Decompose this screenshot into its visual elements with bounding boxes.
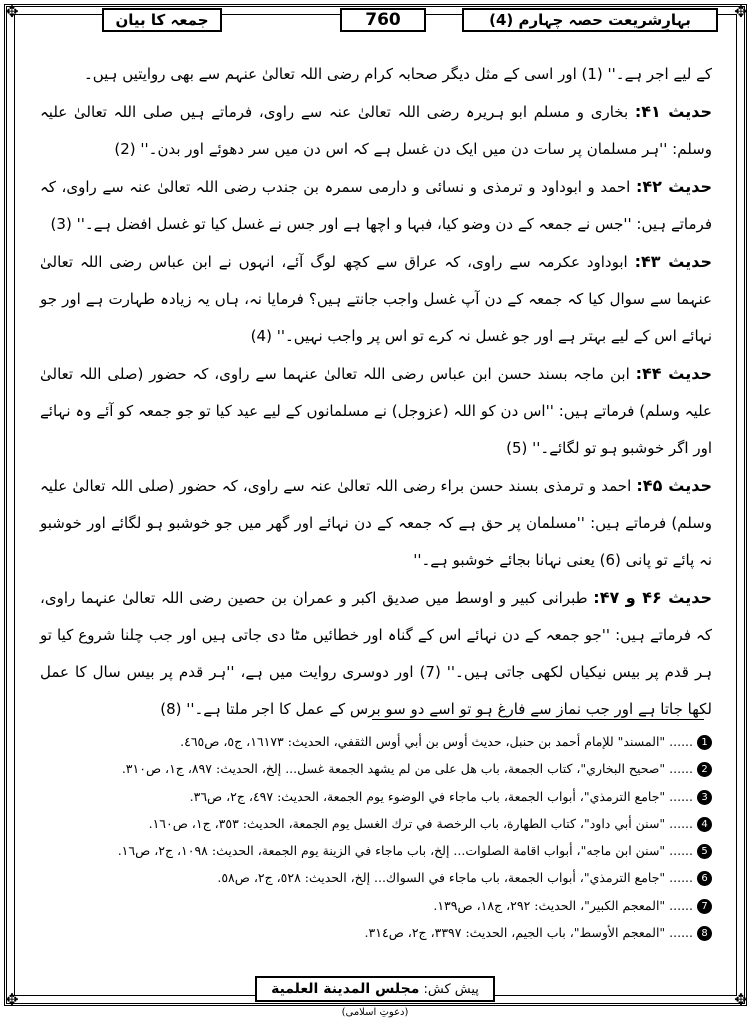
footer-org: مجلس المدينة العلمية: [271, 981, 420, 997]
footnote-number: 5: [697, 844, 712, 859]
page-header: [22, 8, 730, 34]
hadith-heading: حدیث ۴۶ و ۴۷:: [593, 588, 712, 607]
footnote: [40, 783, 712, 810]
paragraph-text: ابن ماجہ بسند حسن ابن عباس رضی اللہ تعالیٰ عنہما سے راوی، کہ حضور (صلی اللہ تعالیٰ علیہ وسلم) فرماتے ہیں: ''اس دن کو اللہ (عزوجل) نے مسلمانوں کے لیے عید کیا تو جو جمعہ کو آئے وہ نہائے اور اگر خوشبو ہو تو لگائے۔'' (5): [40, 365, 712, 457]
footnote: [40, 810, 712, 837]
footnote-text: ...... "سنن ابن ماجه"، أبواب اقامة الصلوات... إلخ، باب ماجاء في الزينة يوم الجمعة، الحديث: ١٠٩٨، ج٢، ص١٦.: [117, 843, 693, 859]
corner-ornament: ✥: [5, 990, 19, 1009]
paragraph: [40, 579, 712, 728]
footnote-text: ...... "المعجم الأوسط"، باب الجيم، الحديث: ٣٣٩٧، ج٢، ص٣١٤.: [364, 925, 693, 941]
footnote-number: 3: [697, 790, 712, 805]
corner-ornament: ✥: [734, 2, 748, 21]
paragraph: [40, 93, 712, 168]
main-text: [40, 56, 712, 728]
hadith-heading: حدیث ۴۵:: [636, 476, 712, 495]
footnote: [40, 892, 712, 919]
paragraph: [40, 355, 712, 467]
footnote: [40, 919, 712, 946]
paragraph-text: احمد و ترمذی بسند حسن براء رضی اللہ تعالیٰ عنہ سے راوی، کہ حضور (صلی اللہ تعالیٰ علیہ وسلم) فرماتے ہیں: ''مسلمان پر حق ہے کہ جمعہ کے دن نہائے اور گھر میں جو خوشبو ہو لگائے اور خوشبو نہ پائے تو پانی (6) یعنی نہانا بجائے خوشبو ہے۔'': [40, 477, 712, 569]
paragraph-text: احمد و ابوداود و ترمذی و نسائی و دارمی سمرہ بن جندب رضی اللہ تعالیٰ عنہ سے راوی، کہ فرماتے ہیں: ''جس نے جمعہ کے دن وضو کیا، فبہا و اچھا ہے اور جس نے غسل کیا تو غسل افضل ہے۔'' (3): [40, 178, 712, 233]
paragraph: [40, 467, 712, 579]
footnote-number: 7: [697, 899, 712, 914]
footnote-number: 2: [697, 762, 712, 777]
paragraph: [40, 168, 712, 243]
footnote: [40, 728, 712, 755]
footnote-text: ...... "المسند" للإمام أحمد بن حنبل، حديث أوس بن أبي أوس الثقفي، الحديث: ١٦١٧٣، ج٥، ص٤٦٥.: [180, 734, 693, 749]
footer-prefix: پیش کش:: [423, 982, 479, 997]
footnote-text: ...... "جامع الترمذي"، أبواب الجمعة، باب ماجاء في الوضوء يوم الجمعة، الحديث: ٤٩٧، ج٢، ص٣٦.: [189, 788, 693, 804]
footnote: [40, 755, 712, 782]
paragraph: [40, 243, 712, 355]
footnote-text: ...... "جامع الترمذي"، أبواب الجمعة، باب ماجاء في السواك... إلخ، الحديث: ٥٢٨، ج٢، ص٥٨.: [217, 870, 693, 886]
hadith-heading: حدیث ۴۲:: [635, 177, 712, 196]
footer-suffix: (دعوتِ اسلامی): [341, 1007, 409, 1018]
footnote-text: ...... "المعجم الكبير"، الحديث: ٢٩٢، ج١٨، ص١٣٩.: [433, 897, 693, 913]
footnote: [40, 837, 712, 864]
footnote-text: ...... "سنن أبي داود"، كتاب الطهارة، باب الرخصة في ترك الغسل يوم الجمعة، الحديث: ٣٥٣، ج١، ص١٦٠.: [148, 815, 693, 831]
hadith-heading: حدیث ۴۳:: [634, 252, 712, 271]
paragraph-text: ابوداود عکرمہ سے راوی، کہ عراق سے کچھ لوگ آئے، انہوں نے ابن عباس رضی اللہ تعالیٰ عنہما سے سوال کیا کہ جمعہ کے دن آپ غسل واجب جانتے ہیں؟ فرمایا نہ، ہاں یہ زیادہ طہارت ہے اور جو نہائے اس کے لیے بہتر ہے اور جو غسل نہ کرے تو اس پر واجب نہیں۔'' (4): [40, 253, 712, 345]
footnotes: [40, 728, 712, 946]
corner-ornament: ✥: [734, 990, 748, 1009]
footnote-number: 6: [697, 871, 712, 886]
hadith-heading: حدیث ۴۱:: [634, 102, 712, 121]
page-number: 760: [340, 8, 426, 32]
page-footer: [255, 976, 495, 1018]
footnote-number: 1: [697, 735, 712, 750]
paragraph-text: کے لیے اجر ہے۔'' (1) اور اسی کے مثل دیگر صحابہ کرام رضی اللہ تعالیٰ عنہم سے بھی روایتیں ہیں۔: [83, 65, 712, 83]
book-title: بہارِشریعت حصہ چہارم (4): [462, 8, 718, 32]
chapter-title: جمعہ کا بیان: [102, 8, 222, 32]
hadith-heading: حدیث ۴۴:: [635, 364, 712, 383]
corner-ornament: ✥: [5, 2, 19, 21]
paragraph-text: طبرانی کبیر و اوسط میں صدیق اکبر و عمران بن حصین رضی اللہ تعالیٰ عنہما راوی، کہ فرماتے ہیں: ''جو جمعہ کے دن نہائے اس کے گناہ اور خطائیں مٹا دی جاتی ہیں اور جب چلنا شروع کیا تو ہر قدم پر بیس نیکیاں لکھی جاتی ہیں۔'' (7) اور دوسری روایت میں ہے، ''ہر قدم پر بیس سال کا عمل لکھا جاتا ہے اور جب نماز سے فارغ ہو تو اسے دو سو برس کے عمل کا اجر ملتا ہے۔'' (8): [40, 589, 713, 718]
footnote-divider: [372, 719, 704, 720]
footnote-text: ...... "صحيح البخاري"، كتاب الجمعة، باب هل على من لم يشهد الجمعة غسل... إلخ، الحديث: ٨٩٧، ج١، ص٣١٠.: [121, 761, 693, 777]
paragraph-text: بخاری و مسلم ابو ہریرہ رضی اللہ تعالیٰ عنہ سے راوی، فرماتے ہیں صلی اللہ تعالیٰ علیہ وسلم: ''ہر مسلمان پر سات دن میں ایک دن غسل ہے کہ اس دن میں سر دھوئے اور بدن۔'' (2): [40, 103, 712, 158]
footnote: [40, 864, 712, 891]
footnote-number: 8: [697, 926, 712, 941]
paragraph: [40, 56, 712, 93]
footnote-number: 4: [697, 817, 712, 832]
